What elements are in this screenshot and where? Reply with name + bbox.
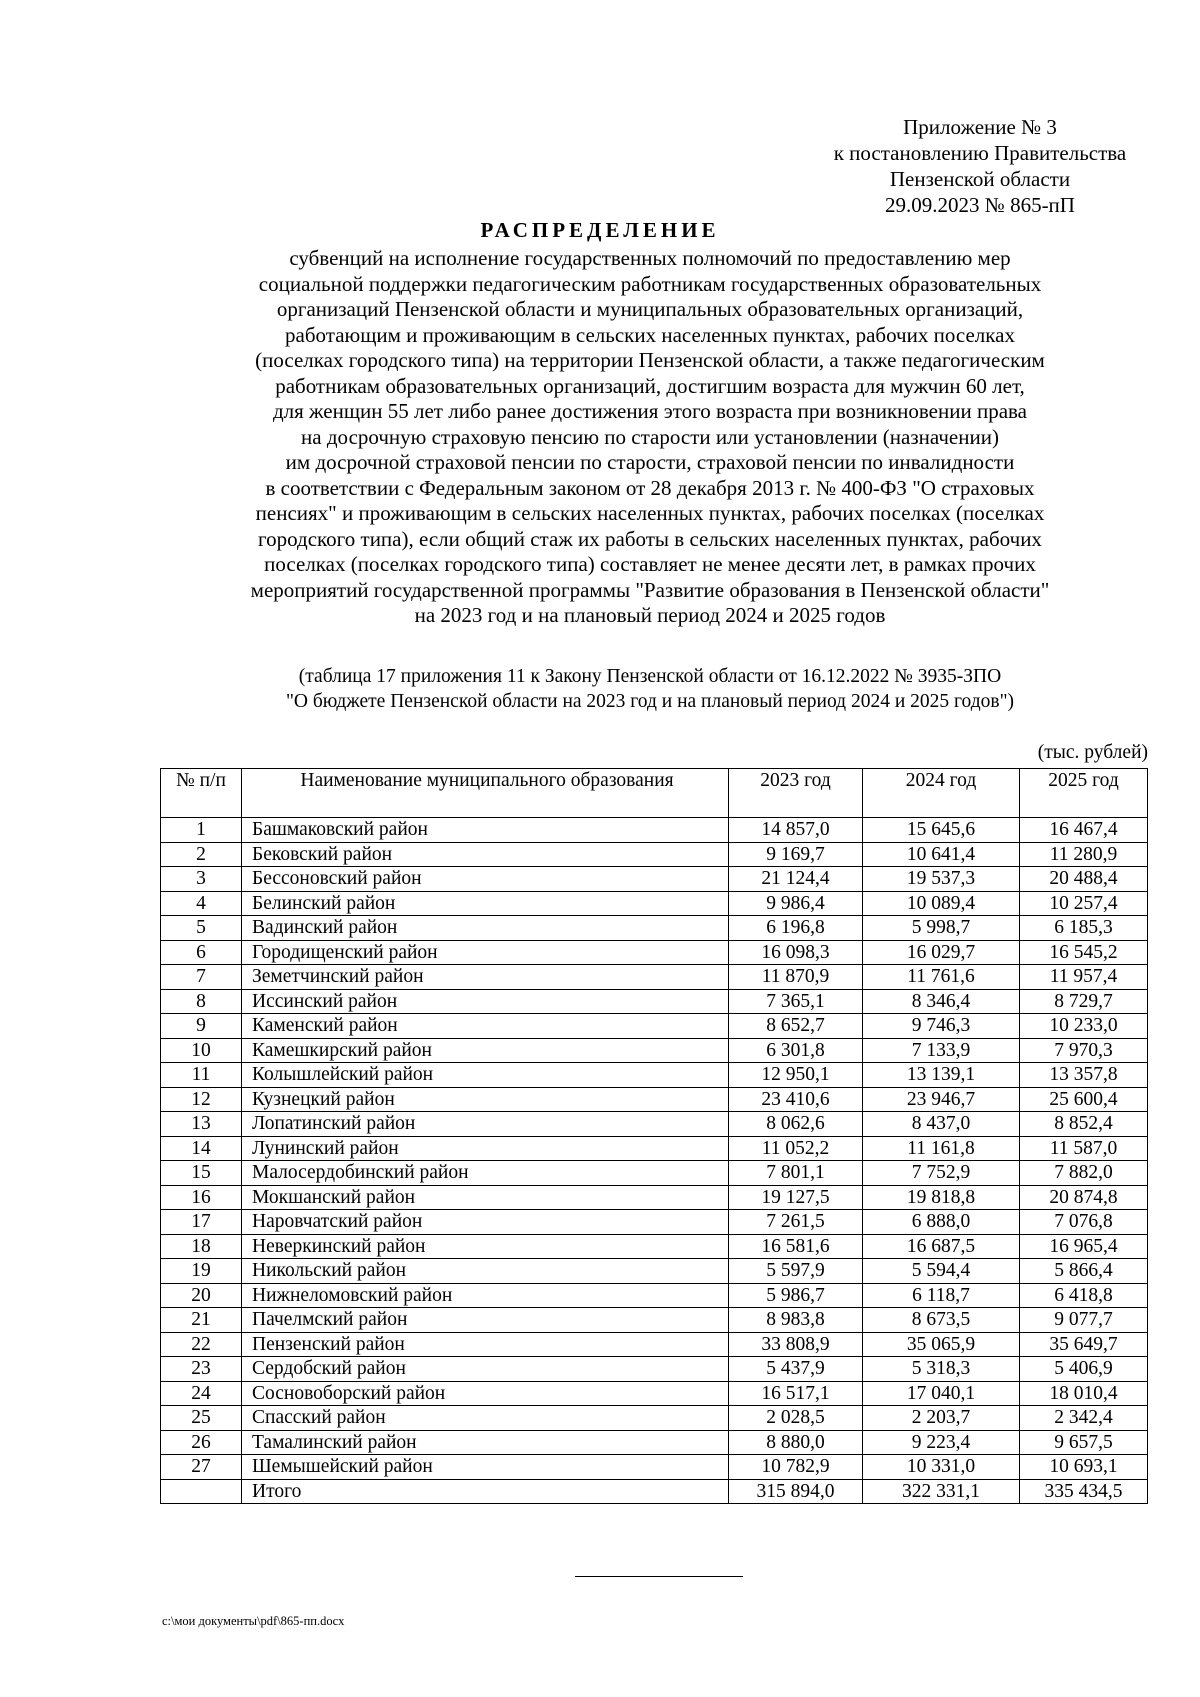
row-name: Пачелмский район: [242, 1308, 729, 1333]
distribution-table: [160, 768, 1148, 1504]
header-2023: 2023 год: [729, 769, 863, 818]
value-2025: 9 657,5: [1020, 1430, 1148, 1455]
row-name: Лунинский район: [242, 1136, 729, 1161]
row-num: 17: [161, 1210, 242, 1235]
table-row: [161, 1430, 1148, 1455]
row-num: 14: [161, 1136, 242, 1161]
value-2025: 6 418,8: [1020, 1283, 1148, 1308]
value-2023: 6 196,8: [729, 916, 863, 941]
value-2024: 7 133,9: [863, 1038, 1020, 1063]
row-num: 22: [161, 1332, 242, 1357]
value-2025: 16 965,4: [1020, 1234, 1148, 1259]
value-2025: 7 882,0: [1020, 1161, 1148, 1186]
subtitle-line: работникам образовательных организаций, достигшим возраста для мужчин 60 лет,: [275, 373, 1025, 398]
value-2025: 11 587,0: [1020, 1136, 1148, 1161]
row-name: Городищенский район: [242, 940, 729, 965]
value-2024: 8 437,0: [863, 1112, 1020, 1137]
table-row: [161, 1308, 1148, 1333]
value-2024: 5 318,3: [863, 1357, 1020, 1382]
subtitle-line: поселках (поселках городского типа) составляет не менее десяти лет, в рамках прочих: [264, 552, 1036, 576]
separator-line: [575, 1576, 743, 1577]
footer-file-path: c:\мои документы\pdf\865-пп.docx: [162, 1614, 345, 1628]
value-2024: 10 641,4: [863, 842, 1020, 867]
row-num: 27: [161, 1455, 242, 1480]
table-row: [161, 1234, 1148, 1259]
row-num: 26: [161, 1430, 242, 1455]
value-2024: 5 594,4: [863, 1259, 1020, 1284]
row-num: [161, 1479, 242, 1504]
document-subtitle: [150, 246, 1150, 629]
row-num: 5: [161, 916, 242, 941]
row-name: Неверкинский район: [242, 1234, 729, 1259]
document-title: РАСПРЕДЕЛЕНИЕ: [480, 218, 720, 242]
value-2024: 19 537,3: [863, 867, 1020, 892]
row-num: 8: [161, 989, 242, 1014]
value-2025: 16 467,4: [1020, 818, 1148, 843]
value-2023: 8 652,7: [729, 1014, 863, 1039]
table-row: [161, 1136, 1148, 1161]
value-2025: 11 280,9: [1020, 842, 1148, 867]
subtitle-line: на досрочную страховую пенсию по старости или установлении (назначении): [301, 424, 999, 449]
appendix-line: Пензенской области: [889, 167, 1071, 191]
value-2024: 9 223,4: [863, 1430, 1020, 1455]
table-row: [161, 1087, 1148, 1112]
value-2025: 5 406,9: [1020, 1357, 1148, 1382]
value-2023: 7 261,5: [729, 1210, 863, 1235]
value-2025: 16 545,2: [1020, 940, 1148, 965]
row-name: Кузнецкий район: [242, 1087, 729, 1112]
value-2023: 12 950,1: [729, 1063, 863, 1088]
value-2025: 11 957,4: [1020, 965, 1148, 990]
row-num: 3: [161, 867, 242, 892]
subtitle-line: в соответствии с Федеральным законом от 28 декабря 2013 г. № 400-ФЗ "О страховых: [265, 475, 1035, 500]
value-2023: 23 410,6: [729, 1087, 863, 1112]
value-2024: 322 331,1: [863, 1479, 1020, 1504]
value-2023: 7 365,1: [729, 989, 863, 1014]
row-num: 2: [161, 842, 242, 867]
value-2023: 8 880,0: [729, 1430, 863, 1455]
value-2024: 2 203,7: [863, 1406, 1020, 1431]
table-row: [161, 1283, 1148, 1308]
header-2025: 2025 год: [1020, 769, 1148, 818]
value-2025: 20 874,8: [1020, 1185, 1148, 1210]
row-name: Итого: [242, 1479, 729, 1504]
value-2024: 35 065,9: [863, 1332, 1020, 1357]
appendix-line: 29.09.2023 № 865-пП: [885, 193, 1075, 217]
row-name: Малосердобинский район: [242, 1161, 729, 1186]
subtitle-line: для женщин 55 лет либо ранее достижения этого возраста при возникновении права: [272, 399, 1027, 423]
value-2024: 15 645,6: [863, 818, 1020, 843]
row-num: 18: [161, 1234, 242, 1259]
table-row: [161, 867, 1148, 892]
row-name: Спасский район: [242, 1406, 729, 1431]
value-2023: 2 028,5: [729, 1406, 863, 1431]
table-row: [161, 1455, 1148, 1480]
row-num: 12: [161, 1087, 242, 1112]
reference-line: "О бюджете Пензенской области на 2023 год и на плановый период 2024 и 2025 годов"): [285, 691, 1015, 712]
value-2023: 7 801,1: [729, 1161, 863, 1186]
value-2025: 2 342,4: [1020, 1406, 1148, 1431]
value-2024: 23 946,7: [863, 1087, 1020, 1112]
value-2025: 10 233,0: [1020, 1014, 1148, 1039]
value-2025: 7 970,3: [1020, 1038, 1148, 1063]
header-2024: 2024 год: [863, 769, 1020, 818]
value-2023: 10 782,9: [729, 1455, 863, 1480]
row-num: 15: [161, 1161, 242, 1186]
row-num: 9: [161, 1014, 242, 1039]
table-row: [161, 1357, 1148, 1382]
row-name: Лопатинский район: [242, 1112, 729, 1137]
row-name: Бековский район: [242, 842, 729, 867]
value-2023: 8 062,6: [729, 1112, 863, 1137]
table-row: [161, 940, 1148, 965]
value-2025: 335 434,5: [1020, 1479, 1148, 1504]
row-name: Сердобский район: [242, 1357, 729, 1382]
value-2025: 5 866,4: [1020, 1259, 1148, 1284]
appendix-header: [780, 114, 1180, 218]
row-num: 11: [161, 1063, 242, 1088]
subtitle-line: на 2023 год и на плановый период 2024 и 2025 годов: [414, 603, 886, 627]
table-row: [161, 842, 1148, 867]
header-name: Наименование муниципального образования: [242, 769, 729, 818]
value-2025: 6 185,3: [1020, 916, 1148, 941]
subtitle-line: организаций Пензенской области и муниципальных образовательных организаций,: [276, 297, 1024, 321]
units-label: (тыс. рублей): [1037, 742, 1148, 763]
value-2023: 16 098,3: [729, 940, 863, 965]
value-2025: 7 076,8: [1020, 1210, 1148, 1235]
value-2023: 5 986,7: [729, 1283, 863, 1308]
row-num: 21: [161, 1308, 242, 1333]
row-name: Вадинский район: [242, 916, 729, 941]
value-2024: 13 139,1: [863, 1063, 1020, 1088]
reference-note: [150, 664, 1150, 714]
value-2024: 8 346,4: [863, 989, 1020, 1014]
row-name: Мокшанский район: [242, 1185, 729, 1210]
table-row: [161, 1210, 1148, 1235]
subtitle-line: субвенций на исполнение государственных полномочий по предоставлению мер: [289, 246, 1011, 270]
value-2023: 5 597,9: [729, 1259, 863, 1284]
value-2024: 8 673,5: [863, 1308, 1020, 1333]
value-2025: 10 693,1: [1020, 1455, 1148, 1480]
value-2023: 14 857,0: [729, 818, 863, 843]
row-name: Башмаковский район: [242, 818, 729, 843]
table-row: [161, 1406, 1148, 1431]
value-2025: 13 357,8: [1020, 1063, 1148, 1088]
subtitle-line: мероприятий государственной программы "Развитие образования в Пензенской области": [250, 577, 1050, 602]
value-2025: 20 488,4: [1020, 867, 1148, 892]
value-2025: 18 010,4: [1020, 1381, 1148, 1406]
table-row: [161, 1185, 1148, 1210]
row-name: Пензенский район: [242, 1332, 729, 1357]
row-name: Никольский район: [242, 1259, 729, 1284]
row-num: 13: [161, 1112, 242, 1137]
appendix-line: к постановлению Правительства: [833, 141, 1127, 165]
row-name: Тамалинский район: [242, 1430, 729, 1455]
value-2024: 10 089,4: [863, 891, 1020, 916]
value-2024: 16 687,5: [863, 1234, 1020, 1259]
value-2024: 9 746,3: [863, 1014, 1020, 1039]
value-2024: 5 998,7: [863, 916, 1020, 941]
value-2023: 21 124,4: [729, 867, 863, 892]
table-row: [161, 1112, 1148, 1137]
row-name: Колышлейский район: [242, 1063, 729, 1088]
value-2023: 6 301,8: [729, 1038, 863, 1063]
value-2024: 6 118,7: [863, 1283, 1020, 1308]
value-2023: 9 169,7: [729, 842, 863, 867]
value-2023: 8 983,8: [729, 1308, 863, 1333]
table-row: [161, 916, 1148, 941]
table-row: [161, 1332, 1148, 1357]
row-num: 24: [161, 1381, 242, 1406]
total-row: [161, 1479, 1148, 1504]
value-2025: 9 077,7: [1020, 1308, 1148, 1333]
value-2023: 16 581,6: [729, 1234, 863, 1259]
value-2025: 25 600,4: [1020, 1087, 1148, 1112]
subtitle-line: пенсиях" и проживающим в сельских населенных пунктах, рабочих поселках (поселках: [255, 501, 1045, 525]
value-2023: 11 052,2: [729, 1136, 863, 1161]
value-2024: 7 752,9: [863, 1161, 1020, 1186]
value-2024: 10 331,0: [863, 1455, 1020, 1480]
row-num: 4: [161, 891, 242, 916]
value-2023: 9 986,4: [729, 891, 863, 916]
value-2024: 19 818,8: [863, 1185, 1020, 1210]
value-2023: 11 870,9: [729, 965, 863, 990]
value-2023: 33 808,9: [729, 1332, 863, 1357]
table-row: [161, 989, 1148, 1014]
table-row: [161, 1381, 1148, 1406]
table-row: [161, 818, 1148, 843]
row-num: 16: [161, 1185, 242, 1210]
row-name: Наровчатский район: [242, 1210, 729, 1235]
row-name: Шемышейский район: [242, 1455, 729, 1480]
table-header-row: [161, 769, 1148, 818]
subtitle-line: социальной поддержки педагогическим работникам государственных образовательных: [258, 271, 1042, 296]
row-name: Нижнеломовский район: [242, 1283, 729, 1308]
value-2024: 11 761,6: [863, 965, 1020, 990]
row-name: Земетчинский район: [242, 965, 729, 990]
subtitle-line: работающим и проживающим в сельских населенных пунктах, рабочих поселках: [285, 322, 1015, 347]
reference-line: (таблица 17 приложения 11 к Закону Пензенской области от 16.12.2022 № 3935-ЗПО: [298, 666, 1002, 687]
row-num: 19: [161, 1259, 242, 1284]
row-num: 7: [161, 965, 242, 990]
row-num: 23: [161, 1357, 242, 1382]
value-2024: 6 888,0: [863, 1210, 1020, 1235]
row-name: Сосновоборский район: [242, 1381, 729, 1406]
table-row: [161, 1259, 1148, 1284]
value-2025: 35 649,7: [1020, 1332, 1148, 1357]
row-name: Каменский район: [242, 1014, 729, 1039]
table-row: [161, 965, 1148, 990]
table-row: [161, 1161, 1148, 1186]
table-row: [161, 1014, 1148, 1039]
row-num: 6: [161, 940, 242, 965]
table-row: [161, 1038, 1148, 1063]
value-2024: 11 161,8: [863, 1136, 1020, 1161]
subtitle-line: городского типа), если общий стаж их работы в сельских населенных пунктах, рабочих: [258, 526, 1042, 551]
row-num: 10: [161, 1038, 242, 1063]
appendix-line: Приложение № 3: [903, 115, 1057, 139]
row-num: 1: [161, 818, 242, 843]
subtitle-line: им досрочной страховой пенсии по старости, страховой пенсии по инвалидности: [285, 450, 1015, 474]
row-name: Бессоновский район: [242, 867, 729, 892]
value-2024: 17 040,1: [863, 1381, 1020, 1406]
value-2023: 315 894,0: [729, 1479, 863, 1504]
table-row: [161, 891, 1148, 916]
header-num: № п/п: [161, 769, 242, 818]
value-2025: 10 257,4: [1020, 891, 1148, 916]
value-2023: 19 127,5: [729, 1185, 863, 1210]
row-num: 20: [161, 1283, 242, 1308]
subtitle-line: (поселках городского типа) на территории Пензенской области, а также педагогическим: [255, 348, 1045, 372]
value-2025: 8 852,4: [1020, 1112, 1148, 1137]
value-2025: 8 729,7: [1020, 989, 1148, 1014]
row-name: Белинский район: [242, 891, 729, 916]
table-row: [161, 1063, 1148, 1088]
row-num: 25: [161, 1406, 242, 1431]
value-2023: 5 437,9: [729, 1357, 863, 1382]
row-name: Камешкирский район: [242, 1038, 729, 1063]
value-2023: 16 517,1: [729, 1381, 863, 1406]
row-name: Иссинский район: [242, 989, 729, 1014]
value-2024: 16 029,7: [863, 940, 1020, 965]
